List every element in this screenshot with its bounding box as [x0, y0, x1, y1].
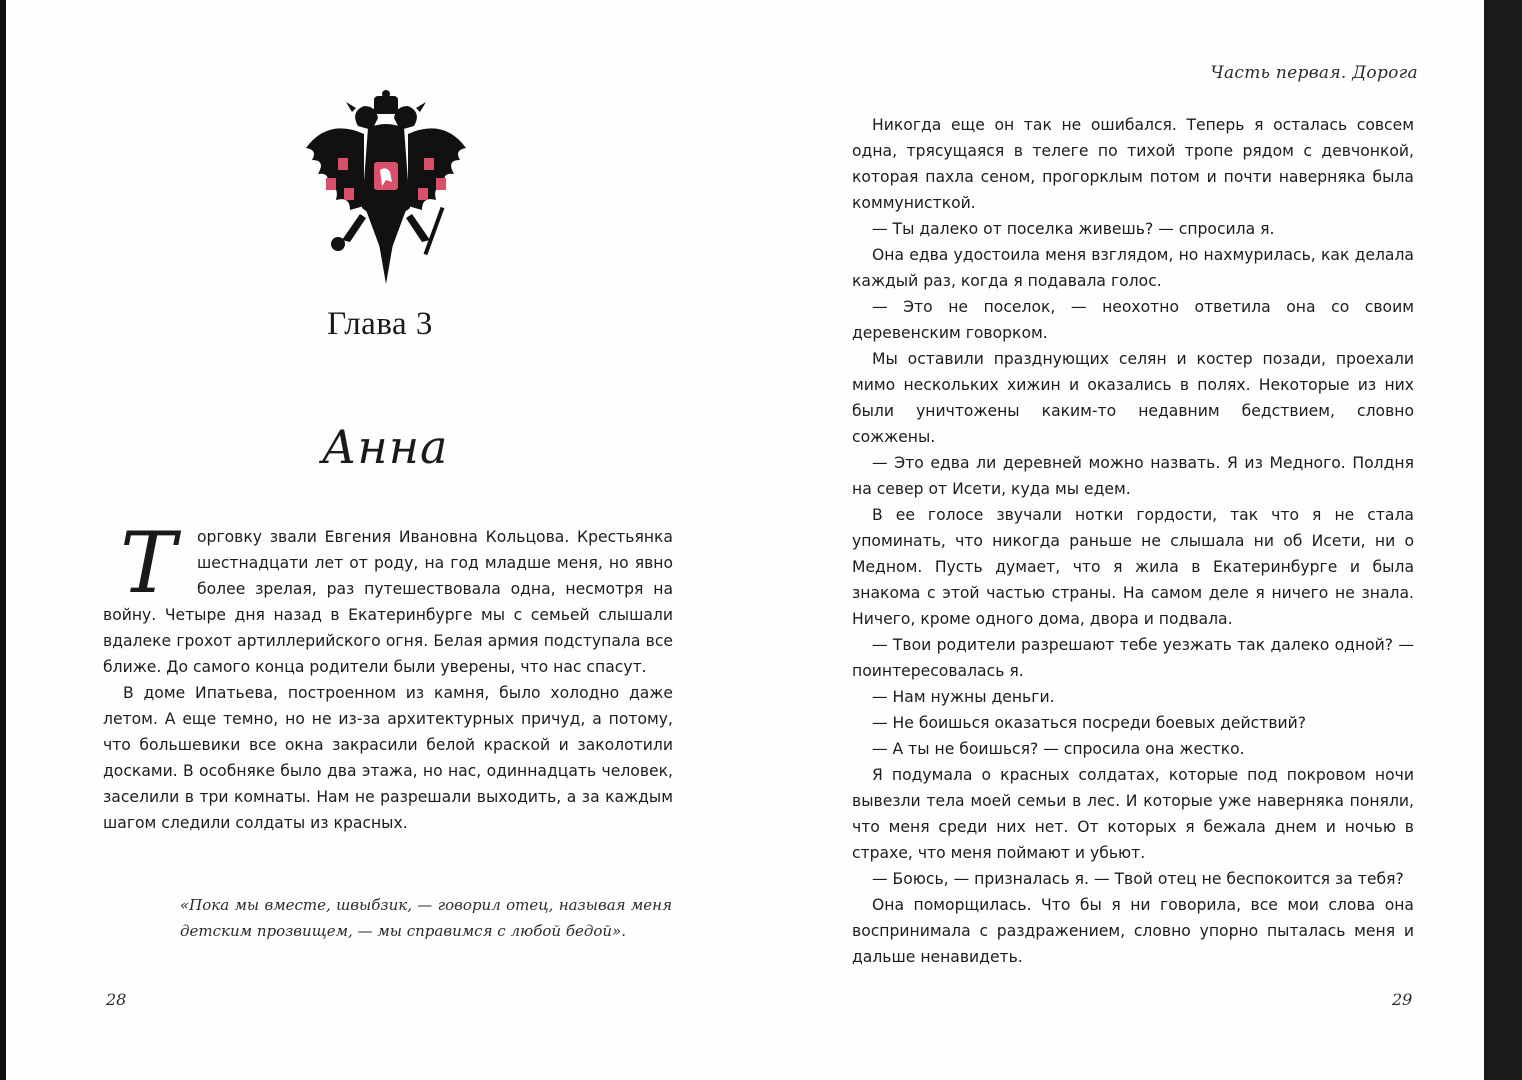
page-number-left: 28 — [106, 990, 127, 1009]
double-headed-eagle-emblem-icon — [298, 88, 474, 288]
paragraph: — Боюсь, — призналась я. — Твой отец не беспокоится за тебя? — [872, 870, 1404, 888]
paragraph: — Не боишься оказаться посреди боевых действий? — [872, 714, 1307, 732]
right-edge — [1484, 0, 1522, 1080]
paragraph: Мы оставили празднующих селян и костер позади, проехали мимо нескольких хижин и оказались в полях. Некоторые из них были уничтожены каким-то недавним бедствием, словно сожжены. — [852, 350, 1414, 446]
paragraph: Никогда еще он так не ошибался. Теперь я осталась совсем одна, трясущаяся в телеге по тихой тропе рядом с девчонкой, которая пахла сеном, прогорклым потом и почти наверняка была коммунисткой. — [852, 116, 1414, 212]
paragraph: — Нам нужны деньги. — [872, 688, 1055, 706]
right-page-body — [852, 112, 1414, 970]
paragraph: В ее голосе звучали нотки гордости, так что я не стала упоминать, что никогда раньше не слышала ни об Исети, ни о Медном. Пусть думает, что я жила в Екатеринбурге и была знакома с этой частью страны. На самом деле я ничего не знала. Ничего, кроме одного дома, двора и подвала. — [852, 506, 1414, 628]
paragraph: — Это едва ли деревней можно назвать. Я из Медного. Полдня на север от Исети, куда мы едем. — [852, 454, 1414, 498]
chapter-title: Глава 3 — [327, 306, 433, 342]
paragraph: Я подумала о красных солдатах, которые под покровом ночи вывезли тела моей семьи в лес. И которые уже наверняка поняли, что меня среди них нет. От которых я бежала днем и ночью в страхе, что меня поймают и убьют. — [852, 766, 1414, 862]
left-page-body — [103, 514, 673, 836]
paragraph: — Ты далеко от поселка живешь? — спросила я. — [872, 220, 1275, 238]
paragraph: Она едва удостоила меня взглядом, но нахмурилась, как делала каждый раз, когда я подавала голос. — [852, 246, 1414, 290]
running-head: Часть первая. Дорога — [1210, 63, 1418, 83]
epigraph-quote: «Пока мы вместе, швыбзик, — говорил отец, называя меня детским прозвищем, — мы справимся с любой бедой». — [180, 896, 672, 940]
chapter-name: Анна — [321, 420, 449, 474]
paragraph: — А ты не боишься? — спросила она жестко. — [872, 740, 1245, 758]
paragraph: — Это не поселок, — неохотно ответила она со своим деревенским говорком. — [852, 298, 1414, 342]
paragraph: Она поморщилась. Что бы я ни говорила, все мои слова она воспринимала с раздражением, словно упорно пыталась меня и дальше ненавидеть. — [852, 896, 1414, 966]
page-number-right: 29 — [1392, 990, 1413, 1009]
drop-cap: Т — [119, 514, 177, 612]
paragraph: В доме Ипатьева, построенном из камня, было холодно даже летом. А еще темно, но не из-за архитектурных причуд, а потому, что большевики все окна закрасили белой краской и заколотили досками. В особняке было два этажа, но нас, одиннадцать человек, заселили в три комнаты. Нам не разрешали выходить, а за каждым шагом следили солдаты из красных. — [103, 684, 673, 832]
paragraph: орговку звали Евгения Ивановна Кольцова. Крестьянка шестнадцати лет от роду, на год младше меня, но явно более зрелая, раз путешествовала одна, несмотря на войну. Четыре дня назад в Екатеринбурге мы с семьей слышали вдалеке грохот артиллерийского огня. Белая армия подступала все ближе. До самого конца родители были уверены, что нас спасут. — [103, 528, 673, 676]
paragraph: — Твои родители разрешают тебе уезжать так далеко одной? — поинтересовалась я. — [852, 636, 1414, 680]
